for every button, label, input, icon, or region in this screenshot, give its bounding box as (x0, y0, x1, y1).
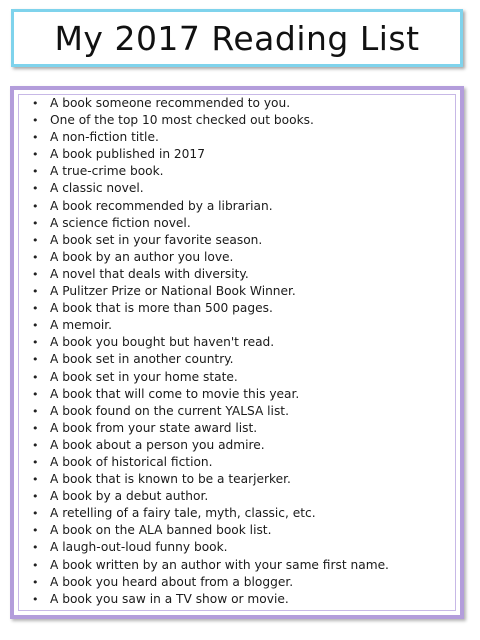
list-item: • A book that will come to movie this year. (32, 386, 454, 403)
list-item: • A book someone recommended to you. (32, 95, 454, 112)
list-item: • A science fiction novel. (32, 215, 454, 232)
list-item: • A book set in your home state. (32, 369, 454, 386)
list-item: • A book on the ALA banned book list. (32, 522, 454, 539)
list-item: • One of the top 10 most checked out books. (32, 112, 454, 129)
list-item: • A true-crime book. (32, 163, 454, 180)
list-item: • A Pulitzer Prize or National Book Winner. (32, 283, 454, 300)
list-item: • A book you heard about from a blogger. (32, 574, 454, 591)
reading-list (32, 95, 454, 608)
list-item: • A book that is known to be a tearjerker. (32, 471, 454, 488)
list-item: • A book you saw in a TV show or movie. (32, 591, 454, 608)
page-title: My 2017 Reading List (54, 18, 420, 58)
list-item: • A book published in 2017 (32, 146, 454, 163)
list-item: • A book you bought but haven't read. (32, 334, 454, 351)
list-item: • A memoir. (32, 317, 454, 334)
list-item: • A book from your state award list. (32, 420, 454, 437)
list-item: • A laugh-out-loud funny book. (32, 539, 454, 556)
list-item: • A book by a debut author. (32, 488, 454, 505)
title-box (11, 9, 463, 67)
list-item: • A non-fiction title. (32, 129, 454, 146)
list-item: • A classic novel. (32, 180, 454, 197)
list-item: • A book written by an author with your same first name. (32, 557, 454, 574)
reading-list-frame (10, 86, 464, 619)
list-item: • A book set in your favorite season. (32, 232, 454, 249)
list-item: • A book set in another country. (32, 351, 454, 368)
list-item: • A novel that deals with diversity. (32, 266, 454, 283)
list-item: • A book of historical fiction. (32, 454, 454, 471)
list-item: • A book that is more than 500 pages. (32, 300, 454, 317)
list-item: • A book about a person you admire. (32, 437, 454, 454)
list-item: • A book found on the current YALSA list. (32, 403, 454, 420)
list-item: • A book by an author you love. (32, 249, 454, 266)
list-item: • A book recommended by a librarian. (32, 198, 454, 215)
list-item: • A retelling of a fairy tale, myth, classic, etc. (32, 505, 454, 522)
